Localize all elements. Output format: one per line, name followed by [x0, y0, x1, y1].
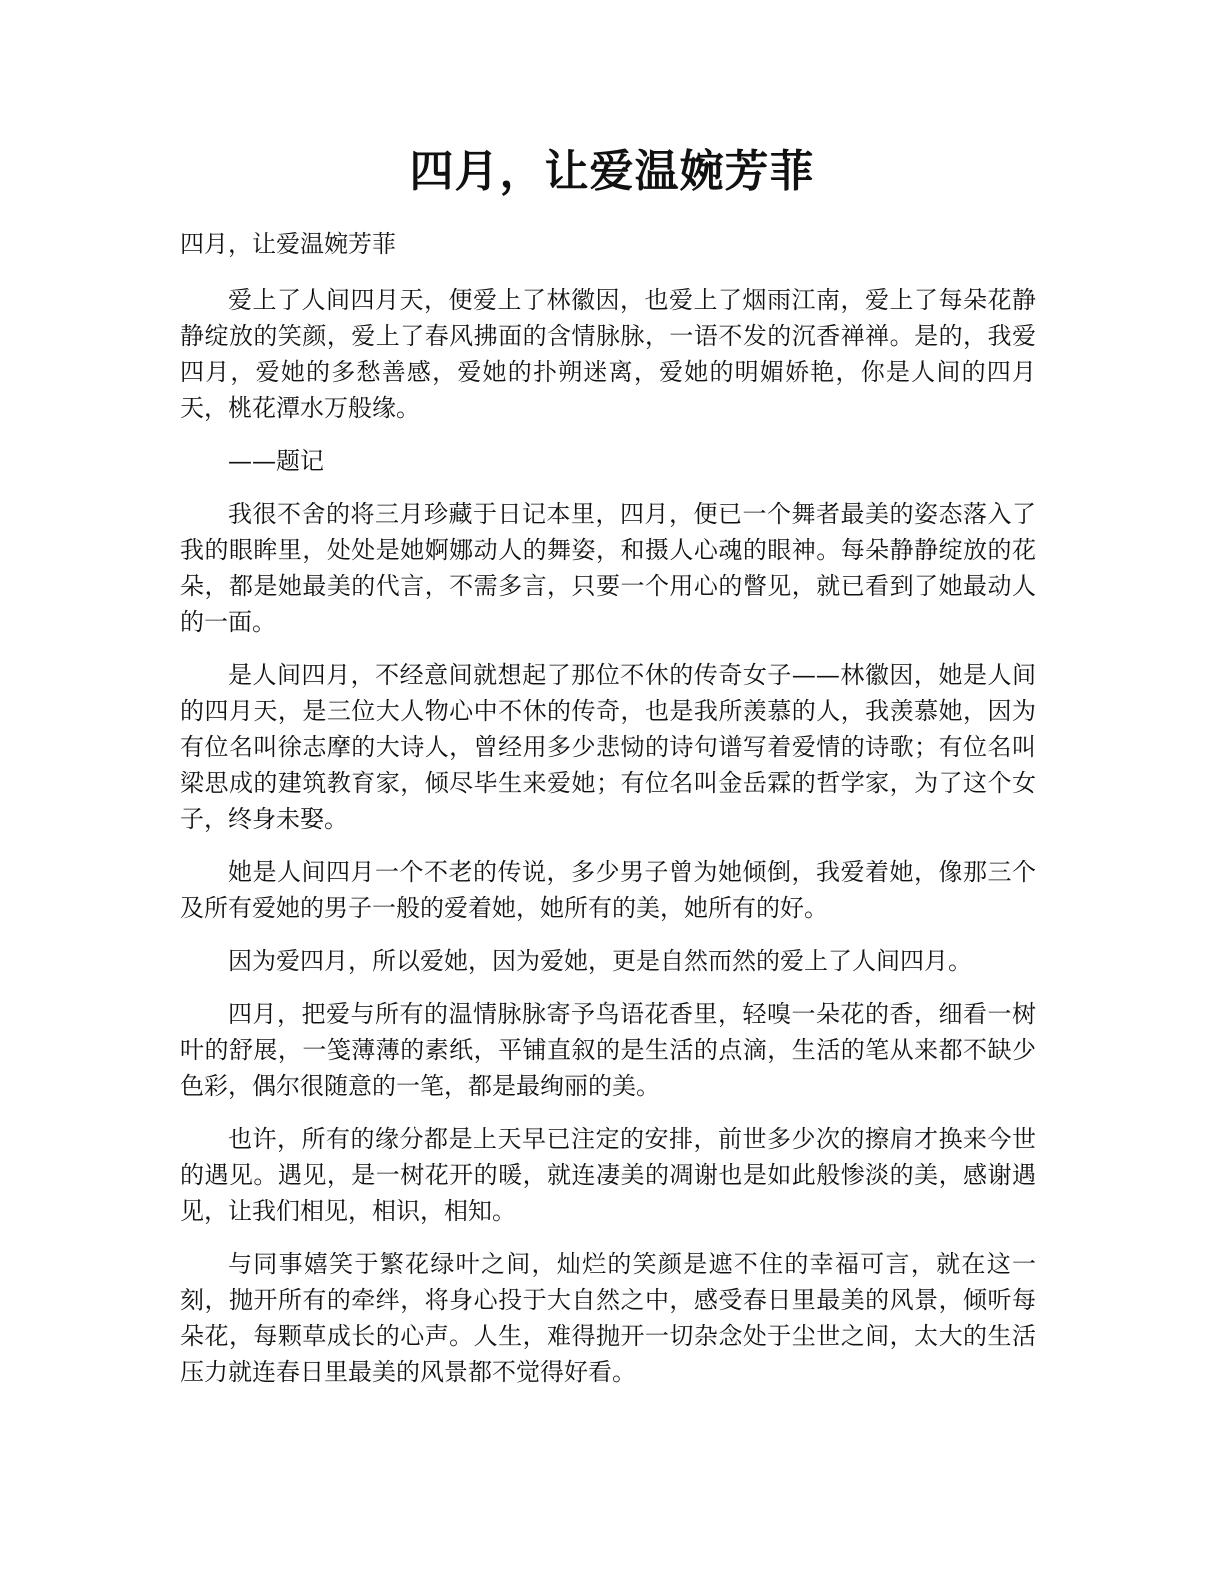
paragraph: 因为爱四月，所以爱她，因为爱她，更是自然而然的爱上了人间四月。 [228, 947, 972, 975]
paragraph-intro: 爱上了人间四月天，便爱上了林徽因，也爱上了烟雨江南，爱上了每朵花静静绽放的笑颜，爱上了春风拂面的含情脉脉，一语不发的沉香禅禅。是的，我爱四月，爱她的多愁善感，爱她的扑朔迷离，爱她的明媚娇艳，你是人间的四月天，桃花潭水万般缘。 [180, 286, 1036, 422]
paragraph: 也许，所有的缘分都是上天早已注定的安排，前世多少次的擦肩才换来今世的遇见。遇见，是一树花开的暖，就连凄美的凋谢也是如此般惨淡的美，感谢遇见，让我们相见，相识，相知。 [180, 1125, 1036, 1225]
paragraph-epigraph-note: ——题记 [228, 447, 324, 475]
paragraph: 她是人间四月一个不老的传说，多少男子曾为她倾倒，我爱着她，像那三个及所有爱她的男子一般的爱着她，她所有的美，她所有的好。 [180, 858, 1036, 922]
page-title: 四月，让爱温婉芳菲 [409, 146, 815, 197]
document-subtitle: 四月，让爱温婉芳菲 [180, 230, 396, 258]
paragraph: 与同事嬉笑于繁花绿叶之间，灿烂的笑颜是遮不住的幸福可言，就在这一刻，抛开所有的牵绊，将身心投于大自然之中，感受春日里最美的风景，倾听每朵花，每颗草成长的心声。人生，难得抛开一切杂念处于尘世之间，太大的生活压力就连春日里最美的风景都不觉得好看。 [180, 1250, 1036, 1386]
paragraph: 是人间四月，不经意间就想起了那位不休的传奇女子——林徽因，她是人间的四月天，是三位大人物心中不休的传奇，也是我所羡慕的人，我羡慕她，因为有位名叫徐志摩的大诗人，曾经用多少悲恸的诗句谱写着爱情的诗歌；有位名叫梁思成的建筑教育家，倾尽毕生来爱她；有位名叫金岳霖的哲学家，为了这个女子，终身未娶。 [180, 661, 1036, 833]
paragraph: 四月，把爱与所有的温情脉脉寄予鸟语花香里，轻嗅一朵花的香，细看一树叶的舒展，一笺薄薄的素纸，平铺直叙的是生活的点滴，生活的笔从来都不缺少色彩，偶尔很随意的一笔，都是最绚丽的美。 [180, 1000, 1036, 1100]
document-body [180, 226, 1036, 1407]
paragraph: 我很不舍的将三月珍藏于日记本里，四月，便已一个舞者最美的姿态落入了我的眼眸里，处处是她婀娜动人的舞姿，和摄人心魂的眼神。每朵静静绽放的花朵，都是她最美的代言，不需多言，只要一个用心的瞥见，就已看到了她最动人的一面。 [180, 500, 1036, 636]
